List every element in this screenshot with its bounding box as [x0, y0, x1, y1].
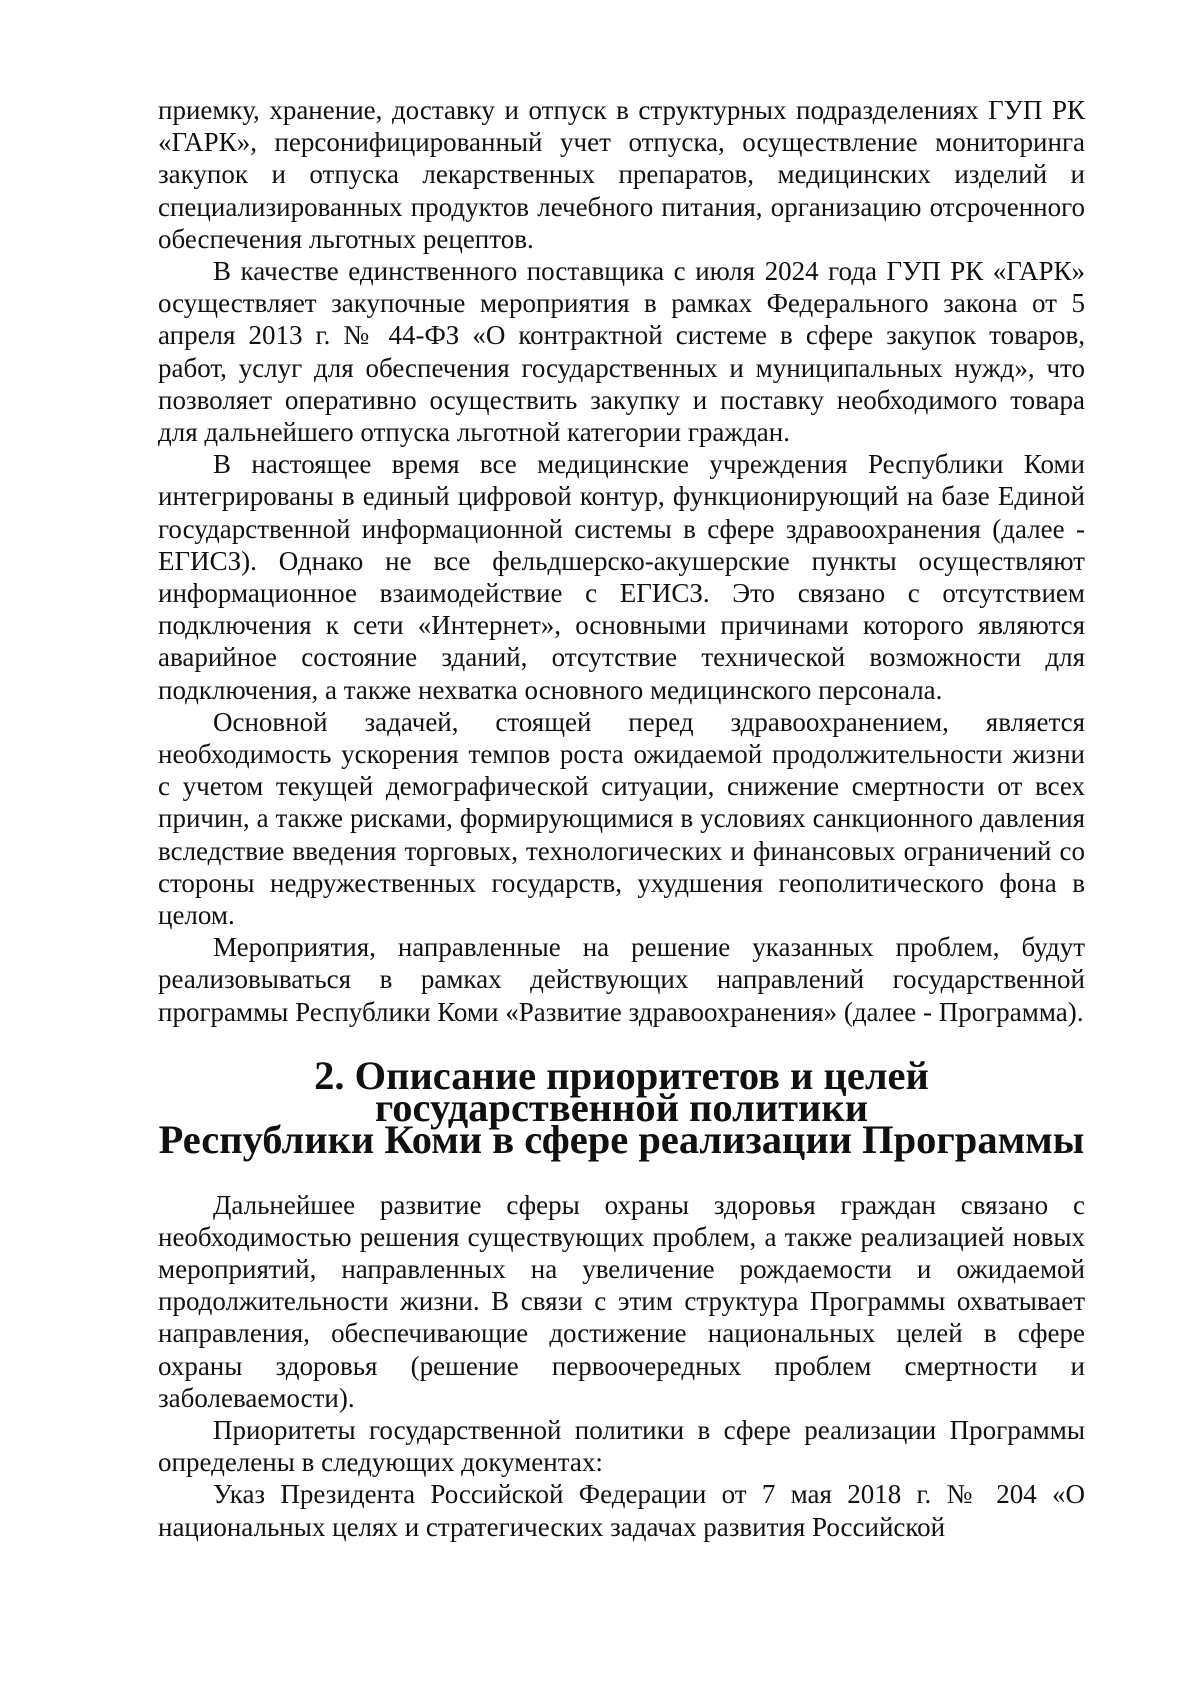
paragraph-continuation: приемку, хранение, доставку и отпуск в структурных подразделениях ГУП РК «ГАРК», персонифицированный учет отпуска, осуществление мониторинга закупок и отпуска лекарственных препаратов, медицинских изделий и специализированных продуктов лечебного питания, организацию отсроченного обеспечения льготных рецептов. — [158, 95, 1085, 254]
document-page — [158, 94, 1085, 1543]
paragraph-sole-supplier: В качестве единственного поставщика с июля 2024 года ГУП РК «ГАРК» осуществляет закупочные мероприятия в рамках Федерального закона от 5 апреля 2013 г. № 44-ФЗ «О контрактной системе в сфере закупок товаров, работ, услуг для обеспечения государственных и муниципальных нужд», что позволяет оперативно осуществить закупку и поставку необходимого товара для дальнейшего отпуска льготной категории граждан. — [158, 256, 1085, 448]
section-heading — [158, 1052, 1085, 1163]
section-heading-line-1: 2. Описание приоритетов и целей государственной политики — [314, 1052, 929, 1131]
section-heading-line-2: Республики Коми в сфере реализации Программы — [158, 1117, 1085, 1163]
paragraph-measures: Мероприятия, направленные на решение указанных проблем, будут реализовываться в рамках действующих направлений государственной программы Республики Коми «Развитие здравоохранения» (далее - Программа). — [158, 932, 1085, 1027]
paragraph-decree: Указ Президента Российской Федерации от 7 мая 2018 г. № 204 «О национальных целях и стратегических задачах развития Российской — [158, 1479, 1085, 1542]
paragraph-main-task: Основной задачей, стоящей перед здравоохранением, является необходимость ускорения темпов роста ожидаемой продолжительности жизни с учетом текущей демографической ситуации, снижение смертности от всех причин, а также рисками, формирующимися в условиях санкционного давления вследствие введения торговых, технологических и финансовых ограничений со стороны недружественных государств, ухудшения геополитического фона в целом. — [158, 706, 1085, 931]
paragraph-development: Дальнейшее развитие сферы охраны здоровья граждан связано с необходимостью решения существующих проблем, а также реализацией новых мероприятий, направленных на увеличение рождаемости и ожидаемой продолжительности жизни. В связи с этим структура Программы охватывает направления, обеспечивающие достижение национальных целей в сфере охраны здоровья (решение первоочередных проблем смертности и заболеваемости). — [158, 1189, 1085, 1413]
paragraph-egisz-integration: В настоящее время все медицинские учреждения Республики Коми интегрированы в единый цифровой контур, функционирующий на базе Единой государственной информационной системы в сфере здравоохранения (далее - ЕГИСЗ). Однако не все фельдшерско-акушерские пункты осуществляют информационное взаимодействие с ЕГИСЗ. Это связано с отсутствием подключения к сети «Интернет», основными причинами которого являются аварийное состояние зданий, отсутствие технической возможности для подключения, а также нехватка основного медицинского персонала. — [158, 449, 1085, 705]
paragraph-priorities: Приоритеты государственной политики в сфере реализации Программы определены в следующих документах: — [158, 1414, 1085, 1478]
